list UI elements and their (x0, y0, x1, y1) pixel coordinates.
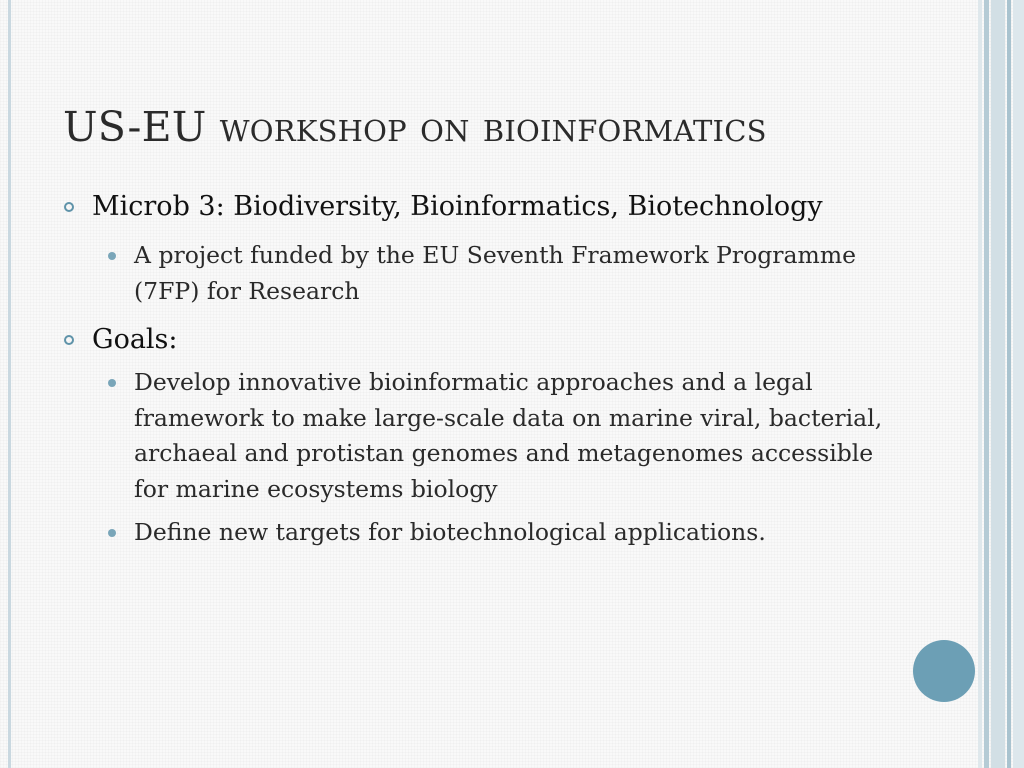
slide-content (62, 188, 892, 551)
stripe (984, 0, 989, 768)
stripe (1007, 0, 1011, 768)
title-main: US-EU (63, 103, 207, 151)
bullet-level1 (62, 188, 892, 226)
stripe (978, 0, 982, 768)
left-border-line (8, 0, 11, 768)
ring-bullet-icon (64, 335, 74, 345)
ring-bullet-icon (64, 202, 74, 212)
bullet-text: A project funded by the EU Seventh Framework Programme (7FP) for Research (134, 241, 857, 305)
bullet-text: Microb 3: Biodiversity, Bioinformatics, Biotechnology (92, 191, 823, 222)
stripe (991, 0, 1005, 768)
title-rest: workshop on bioinformatics (206, 103, 767, 151)
dot-bullet-icon (108, 252, 116, 260)
stripe (1013, 0, 1024, 768)
bullet-level2 (62, 515, 892, 551)
bullet-text: Develop innovative bioinformatic approaches and a legal framework to make large-scale data on marine viral, bacterial, archaeal and protistan genomes and metagenomes accessible for marine ecosystems biology (134, 368, 883, 503)
right-stripe-decoration (978, 0, 1024, 768)
slide-title (63, 103, 767, 151)
dot-bullet-icon (108, 379, 116, 387)
bullet-level2 (62, 365, 892, 507)
bullet-text: Goals: (92, 324, 178, 355)
bullet-text: Define new targets for biotechnological applications. (134, 518, 766, 546)
circle-decoration (913, 640, 975, 702)
bullet-level1 (62, 321, 892, 359)
dot-bullet-icon (108, 529, 116, 537)
bullet-level2 (62, 238, 892, 309)
